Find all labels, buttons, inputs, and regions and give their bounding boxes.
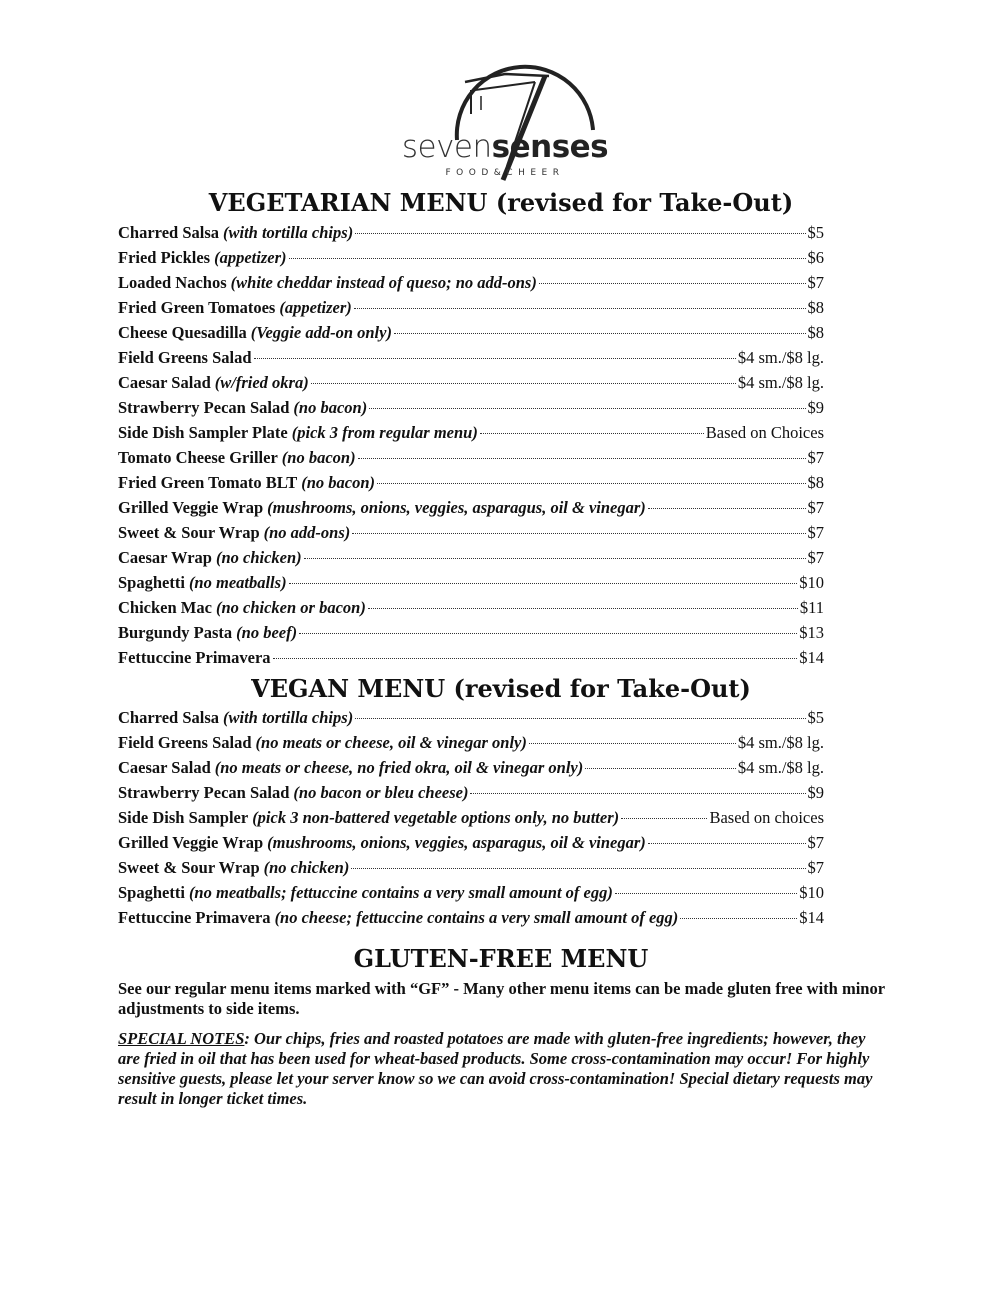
item-note: (no meatballs; fettuccine contains a very small amount of egg) <box>188 883 613 902</box>
item-price: $8 <box>807 473 824 492</box>
item-price: $7 <box>807 833 824 852</box>
dot-leader <box>680 918 797 919</box>
dot-leader <box>394 333 806 334</box>
dot-leader <box>480 433 704 434</box>
menu-item <box>118 570 824 595</box>
dot-leader <box>311 383 736 384</box>
menu-item <box>118 645 824 670</box>
item-name: Caesar Salad <box>118 758 211 777</box>
gluten-free-intro: See our regular menu items marked with “GF” - Many other menu items can be made gluten free with minor adjustments to side items. <box>118 979 885 1018</box>
menu-item <box>118 370 824 395</box>
menu-item <box>118 345 824 370</box>
item-name: Fettuccine Primavera <box>118 648 271 667</box>
item-note: (no bacon) <box>293 398 368 417</box>
item-price: $7 <box>807 448 824 467</box>
menu-item <box>118 470 824 495</box>
item-note: (mushrooms, onions, veggies, asparagus, oil & vinegar) <box>267 498 646 517</box>
menu-item <box>118 830 824 855</box>
item-price: $5 <box>807 708 824 727</box>
item-note: (white cheddar instead of queso; no add-ons) <box>230 273 537 292</box>
dot-leader <box>470 793 805 794</box>
item-name: Fried Pickles <box>118 248 211 267</box>
dot-leader <box>289 258 806 259</box>
item-name: Caesar Salad <box>118 373 211 392</box>
item-price: $9 <box>807 783 824 802</box>
logo-word-seven: seven <box>401 129 492 165</box>
item-name: Fettuccine Primavera <box>118 908 271 927</box>
dot-leader <box>299 633 797 634</box>
item-name: Cheese Quesadilla <box>118 323 247 342</box>
menu-item <box>118 755 824 780</box>
item-name: Caesar Wrap <box>118 548 212 567</box>
item-price: $4 sm./$8 lg. <box>737 733 824 752</box>
item-price: $4 sm./$8 lg. <box>737 348 824 367</box>
logo-word-senses: senses <box>491 129 609 165</box>
item-note: (w/fried okra) <box>214 373 309 392</box>
dot-leader <box>585 768 736 769</box>
menu-item <box>118 495 824 520</box>
menu-item <box>118 320 824 345</box>
dot-leader <box>377 483 805 484</box>
item-name: Charred Salsa <box>118 708 219 727</box>
vegan-list <box>118 705 824 930</box>
item-name: Strawberry Pecan Salad <box>118 398 290 417</box>
item-note: (mushrooms, onions, veggies, asparagus, oil & vinegar) <box>267 833 646 852</box>
item-note: (no bacon) <box>281 448 356 467</box>
dot-leader <box>254 358 736 359</box>
item-price: $9 <box>807 398 824 417</box>
item-name: Field Greens Salad <box>118 348 252 367</box>
item-note: (no chicken) <box>263 858 350 877</box>
menu-item <box>118 295 824 320</box>
item-price: $7 <box>807 548 824 567</box>
item-price: $4 sm./$8 lg. <box>737 758 824 777</box>
menu-item <box>118 395 824 420</box>
dot-leader <box>648 508 806 509</box>
item-note: (no chicken or bacon) <box>215 598 366 617</box>
dot-leader <box>358 458 806 459</box>
menu-item <box>118 595 824 620</box>
item-name: Loaded Nachos <box>118 273 227 292</box>
item-note: (no meats or cheese, no fried okra, oil & vinegar only) <box>214 758 584 777</box>
item-name: Sweet & Sour Wrap <box>118 858 260 877</box>
item-price: $10 <box>799 573 824 592</box>
item-note: (no meatballs) <box>188 573 287 592</box>
menu-item <box>118 220 824 245</box>
menu-item <box>118 805 824 830</box>
item-price: $7 <box>807 498 824 517</box>
item-name: Fried Green Tomato BLT <box>118 473 298 492</box>
logo-tagline: FOOD&CHEER <box>445 168 565 178</box>
dot-leader <box>368 608 798 609</box>
item-name: Strawberry Pecan Salad <box>118 783 290 802</box>
item-name: Tomato Cheese Griller <box>118 448 278 467</box>
item-price: $7 <box>807 858 824 877</box>
item-name: Side Dish Sampler Plate <box>118 423 288 442</box>
logo-wordmark <box>385 129 625 165</box>
item-note: (no bacon) <box>301 473 376 492</box>
item-name: Spaghetti <box>118 883 185 902</box>
item-price: $5 <box>807 223 824 242</box>
vegetarian-list <box>118 220 824 670</box>
menu-item <box>118 730 824 755</box>
item-name: Spaghetti <box>118 573 185 592</box>
item-price: $11 <box>799 598 824 617</box>
seven-numeral-circle-logo-icon <box>385 60 625 185</box>
item-name: Grilled Veggie Wrap <box>118 498 264 517</box>
dot-leader <box>352 533 805 534</box>
menu-item <box>118 545 824 570</box>
menu-item <box>118 270 824 295</box>
logo <box>385 60 625 185</box>
dot-leader <box>273 658 798 659</box>
item-note: (appetizer) <box>214 248 287 267</box>
item-name: Sweet & Sour Wrap <box>118 523 260 542</box>
item-price: $13 <box>799 623 824 642</box>
item-name: Side Dish Sampler <box>118 808 249 827</box>
item-note: (no add-ons) <box>263 523 351 542</box>
special-notes <box>118 1029 888 1109</box>
item-price: $14 <box>799 648 824 667</box>
dot-leader <box>354 308 806 309</box>
item-note: (no bacon or bleu cheese) <box>293 783 469 802</box>
dot-leader <box>648 843 806 844</box>
item-price: $10 <box>799 883 824 902</box>
item-note: (pick 3 non-battered vegetable options only, no butter) <box>252 808 620 827</box>
menu-item <box>118 855 824 880</box>
item-price: $4 sm./$8 lg. <box>737 373 824 392</box>
menu-item <box>118 245 824 270</box>
item-name: Grilled Veggie Wrap <box>118 833 264 852</box>
dot-leader <box>355 233 805 234</box>
item-name: Chicken Mac <box>118 598 212 617</box>
item-name: Burgundy Pasta <box>118 623 233 642</box>
menu-item <box>118 905 824 930</box>
item-price: $14 <box>799 908 824 927</box>
menu-item <box>118 520 824 545</box>
item-note: (no meats or cheese, oil & vinegar only) <box>255 733 527 752</box>
dot-leader <box>304 558 806 559</box>
item-price: $6 <box>807 248 824 267</box>
item-note: (appetizer) <box>279 298 352 317</box>
menu-item <box>118 420 824 445</box>
item-price: Based on choices <box>709 808 824 827</box>
dot-leader <box>289 583 798 584</box>
menu-item <box>118 780 824 805</box>
item-note: (Veggie add-on only) <box>250 323 392 342</box>
item-note: (no cheese; fettuccine contains a very small amount of egg) <box>274 908 679 927</box>
item-price: Based on Choices <box>705 423 824 442</box>
menu-item <box>118 620 824 645</box>
dot-leader <box>615 893 797 894</box>
dot-leader <box>539 283 806 284</box>
item-note: (pick 3 from regular menu) <box>291 423 478 442</box>
dot-leader <box>355 718 805 719</box>
gluten-free-title: GLUTEN-FREE MENU <box>353 944 649 973</box>
item-note: (no beef) <box>236 623 298 642</box>
vegan-title: VEGAN MENU (revised for Take-Out) <box>251 674 751 703</box>
item-price: $7 <box>807 273 824 292</box>
dot-leader <box>369 408 805 409</box>
vegetarian-title: VEGETARIAN MENU (revised for Take-Out) <box>208 188 794 217</box>
special-notes-text: : Our chips, fries and roasted potatoes are made with gluten-free ingredients; however, they are fried in oil that has been used for wheat-based products. Some cross-contamination may occur! For highly sensitive guests, please let your server know so we can avoid cross-contamination! Special dietary requests may result in longer ticket times. <box>118 1029 873 1108</box>
item-name: Fried Green Tomatoes <box>118 298 276 317</box>
item-note: (with tortilla chips) <box>223 708 354 727</box>
dot-leader <box>529 743 736 744</box>
menu-item <box>118 880 824 905</box>
item-name: Field Greens Salad <box>118 733 252 752</box>
item-price: $8 <box>807 298 824 317</box>
dot-leader <box>621 818 707 819</box>
item-name: Charred Salsa <box>118 223 219 242</box>
menu-item <box>118 705 824 730</box>
item-note: (no chicken) <box>215 548 302 567</box>
menu-item <box>118 445 824 470</box>
special-notes-label: SPECIAL NOTES <box>118 1029 245 1048</box>
dot-leader <box>351 868 805 869</box>
item-price: $7 <box>807 523 824 542</box>
item-price: $8 <box>807 323 824 342</box>
item-note: (with tortilla chips) <box>223 223 354 242</box>
